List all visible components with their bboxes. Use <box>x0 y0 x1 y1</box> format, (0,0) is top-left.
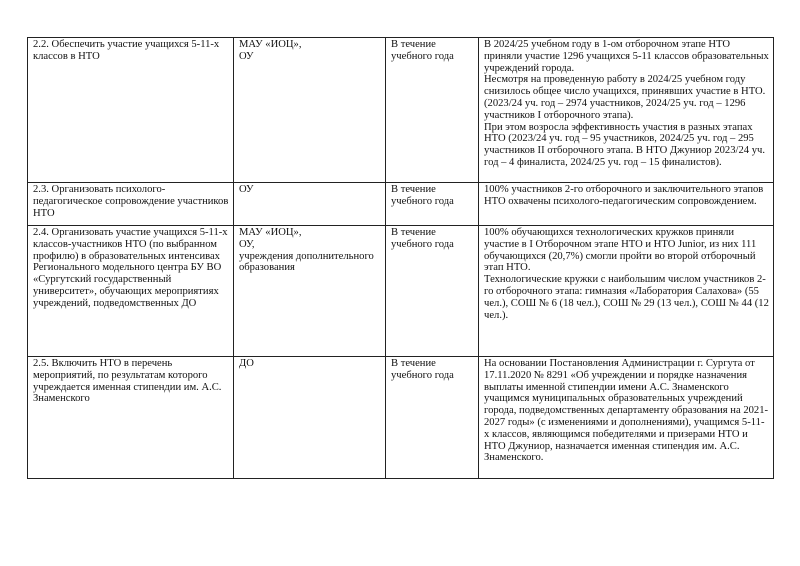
responsible-line: ОУ, <box>239 238 255 250</box>
term-text: В течение учебного года <box>391 39 454 62</box>
table-row <box>28 38 774 183</box>
responsible-line: ОУ <box>239 184 254 195</box>
responsible-cell <box>234 226 386 357</box>
term-cell <box>386 183 479 226</box>
task-cell <box>28 357 234 479</box>
result-cell <box>479 226 774 357</box>
term-text: В течение учебного года <box>391 227 454 250</box>
table-row <box>28 226 774 357</box>
result-paragraph: Несмотря на проведенную работу в 2024/25 учебном году снизилось общее число учащихся, принявших участие в НТО. (2023/24 уч. год – 2974 участников, 2024/25 уч. год – 1296 участников I отборочного этапа). <box>484 74 766 121</box>
responsible-line: учреждения дополнительного образования <box>239 250 374 274</box>
term-cell <box>386 38 479 183</box>
result-cell <box>479 38 774 183</box>
plan-table <box>27 37 774 479</box>
term-cell <box>386 357 479 479</box>
task-cell <box>28 183 234 226</box>
responsible-cell <box>234 183 386 226</box>
result-paragraph: В 2024/25 учебном году в 1-ом отборочном этапе НТО приняли участие 1296 учащихся 5-11 классов образовательных учреждений города. <box>484 39 769 74</box>
responsible-line: МАУ «ИОЦ», <box>239 39 302 50</box>
task-text: 2.3. Организовать психолого-педагогическое сопровождение участников НТО <box>33 184 229 219</box>
responsible-cell <box>234 357 386 479</box>
task-text: 2.5. Включить НТО в перечень мероприятий, по результатам которого учреждается именная стипендии им. А.С. Знаменского <box>33 358 222 405</box>
task-text: 2.2. Обеспечить участие учащихся 5-11-х классов в НТО <box>33 39 220 62</box>
table-row <box>28 183 774 226</box>
responsible-cell <box>234 38 386 183</box>
responsible-line: ОУ <box>239 50 254 62</box>
result-cell <box>479 357 774 479</box>
responsible-line: МАУ «ИОЦ», <box>239 227 302 238</box>
result-paragraph: 100% участников 2-го отборочного и заключительного этапов НТО охвачены психолого-педагогическим сопровождением. <box>484 184 764 207</box>
result-cell <box>479 183 774 226</box>
term-text: В течение учебного года <box>391 184 454 207</box>
result-paragraph: Технологические кружки с наибольшим числом участников 2-го отборочного этапа: гимназия «Лаборатория Салахова» (55 чел.), СОШ № 6 (18 чел.), СОШ № 29 (13 чел.), СОШ № 44 (12 чел.). <box>484 274 769 321</box>
result-paragraph: 100% обучающихся технологических кружков приняли участие в I Отборочном этапе НТО и НТО Junior, из них 111 обучающихся (20,7%) смогли пройти во второй отборочный этап НТО. <box>484 227 757 274</box>
responsible-line: ДО <box>239 358 254 369</box>
result-paragraph: На основании Постановления Администрации г. Сургута от 17.11.2020 № 8291 «Об учреждении и порядке назначения выплаты именной стипендии имени А.С. Знаменского учащимся муниципальных образовательных учреждений города, подведомственных департаменту образования на 2021-2027 годы» (с изменениями и дополнениями), учащимся 5-11-х классов, являющимся победителями и призерами НТО и НТО Джуниор, назначается именная стипендия им. А.С. Знаменского. <box>484 358 769 464</box>
table-row <box>28 357 774 479</box>
task-text: 2.4. Организовать участие учащихся 5-11-х классов-участников НТО (по выбранном профилю) в образовательных интенсивах Регионального модельного центра БУ ВО «Сургутский государственный университет», обучающих мероприятиях учреждений, подведомственных ДО <box>33 227 228 309</box>
task-cell <box>28 226 234 357</box>
task-cell <box>28 38 234 183</box>
result-paragraph: При этом возросла эффективность участия в разных этапах НТО (2023/24 уч. год – 95 участников, 2024/25 уч. год – 295 участников II отборочного этапа. В НТО Джуниор 2023/24 уч. год – 4 финалиста, 2024/25 уч. год – 15 финалистов). <box>484 121 765 168</box>
term-cell <box>386 226 479 357</box>
term-text: В течение учебного года <box>391 358 454 381</box>
